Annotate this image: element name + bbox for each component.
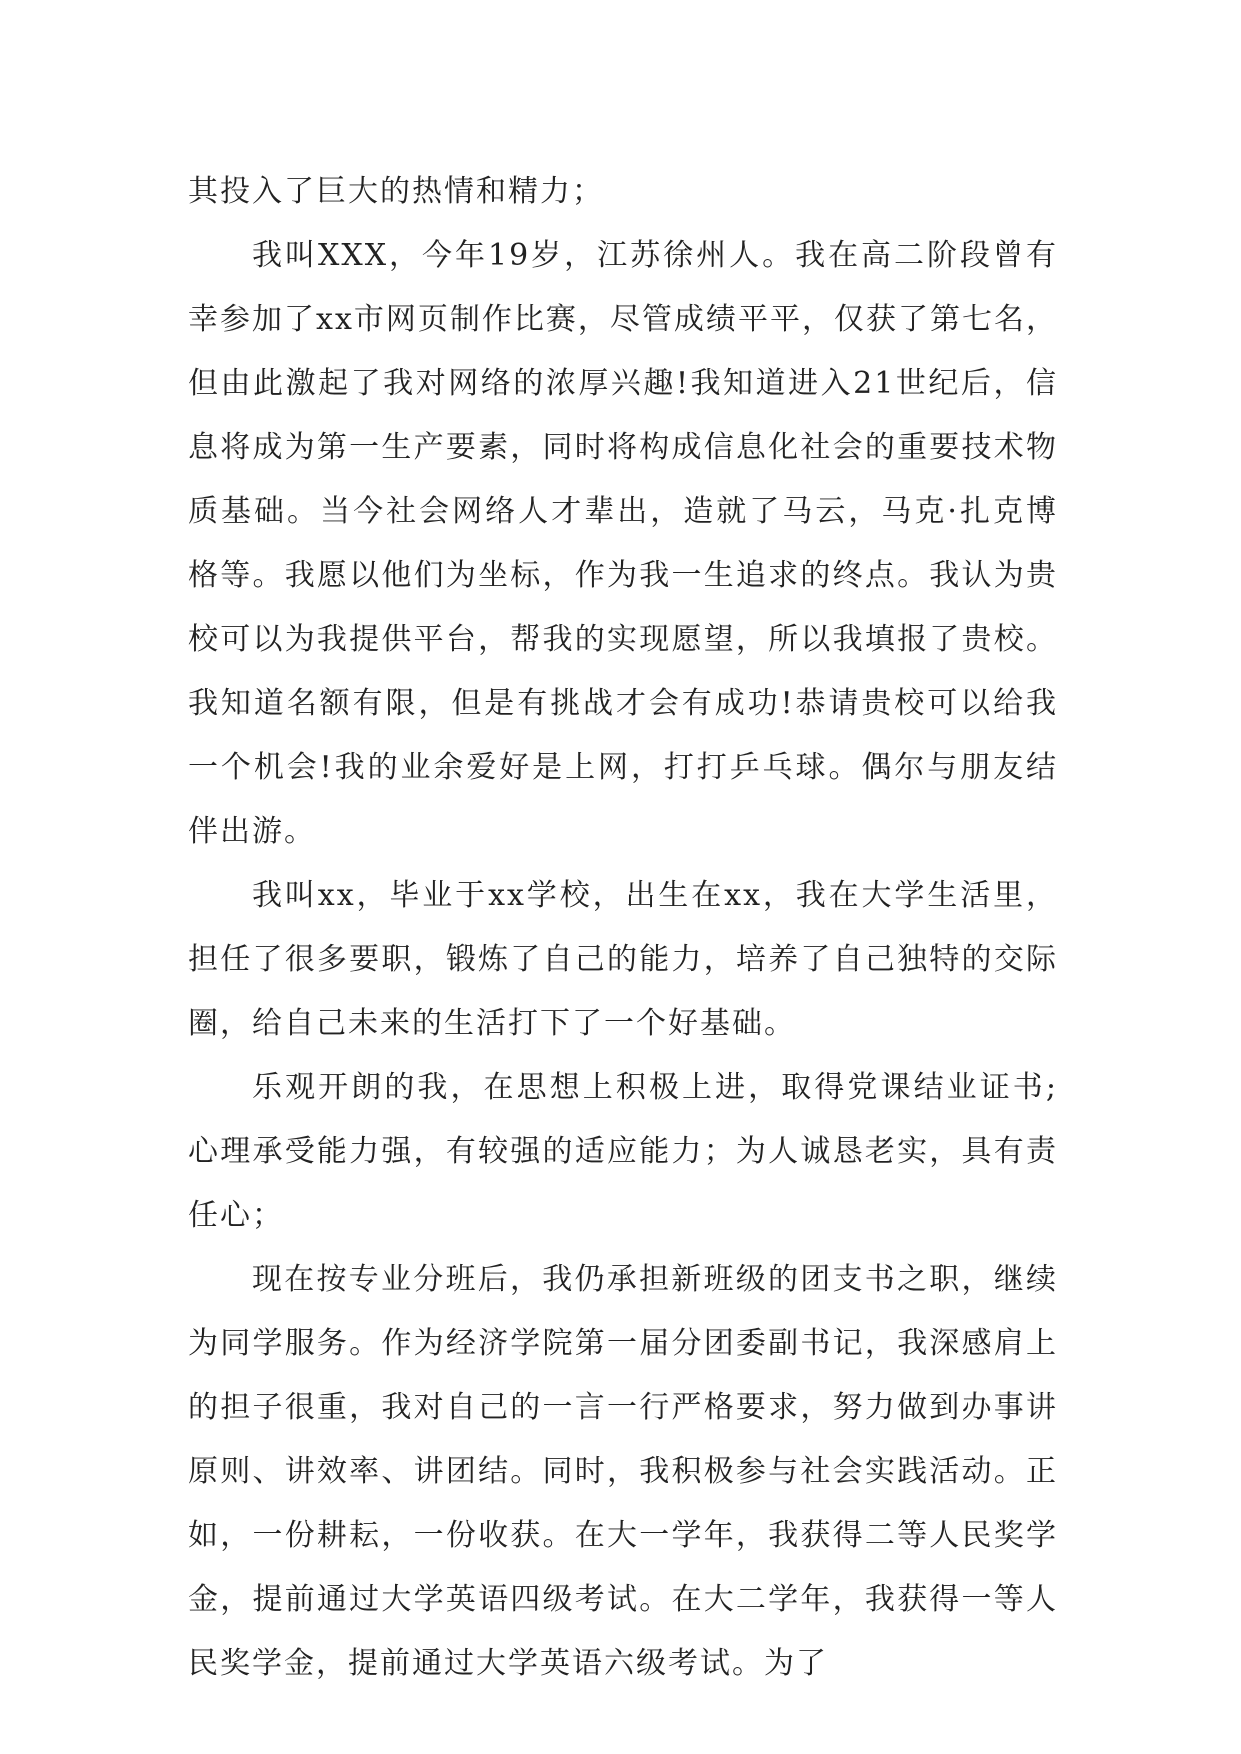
paragraph-2: 我叫XXX，今年19岁，江苏徐州人。我在高二阶段曾有幸参加了xx市网页制作比赛，尽管成绩平平，仅获了第七名，但由此激起了我对网络的浓厚兴趣!我知道进入21世纪后，信息将成为第一生产要素，同时将构成信息化社会的重要技术物质基础。当今社会网络人才辈出，造就了马云，马克·扎克博格等。我愿以他们为坐标，作为我一生追求的终点。我认为贵校可以为我提供平台，帮我的实现愿望，所以我填报了贵校。我知道名额有限，但是有挑战才会有成功!恭请贵校可以给我一个机会!我的业余爱好是上网，打打乒乓球。偶尔与朋友结伴出游。 [188, 238, 1058, 849]
paragraph-4: 乐观开朗的我，在思想上积极上进，取得党课结业证书;心理承受能力强，有较强的适应能力；为人诚恳老实，具有责任心； [188, 1070, 1058, 1233]
document-body [188, 160, 1058, 1696]
paragraph-3: 我叫xx，毕业于xx学校，出生在xx，我在大学生活里，担任了很多要职，锻炼了自己的能力，培养了自己独特的交际圈，给自己未来的生活打下了一个好基础。 [188, 878, 1058, 1041]
paragraph-1: 其投入了巨大的热情和精力； [188, 174, 604, 209]
paragraph-5: 现在按专业分班后，我仍承担新班级的团支书之职，继续为同学服务。作为经济学院第一届分团委副书记，我深感肩上的担子很重，我对自己的一言一行严格要求，努力做到办事讲原则、讲效率、讲团结。同时，我积极参与社会实践活动。正如，一份耕耘，一份收获。在大一学年，我获得二等人民奖学金，提前通过大学英语四级考试。在大二学年，我获得一等人民奖学金，提前通过大学英语六级考试。为了 [188, 1262, 1058, 1681]
